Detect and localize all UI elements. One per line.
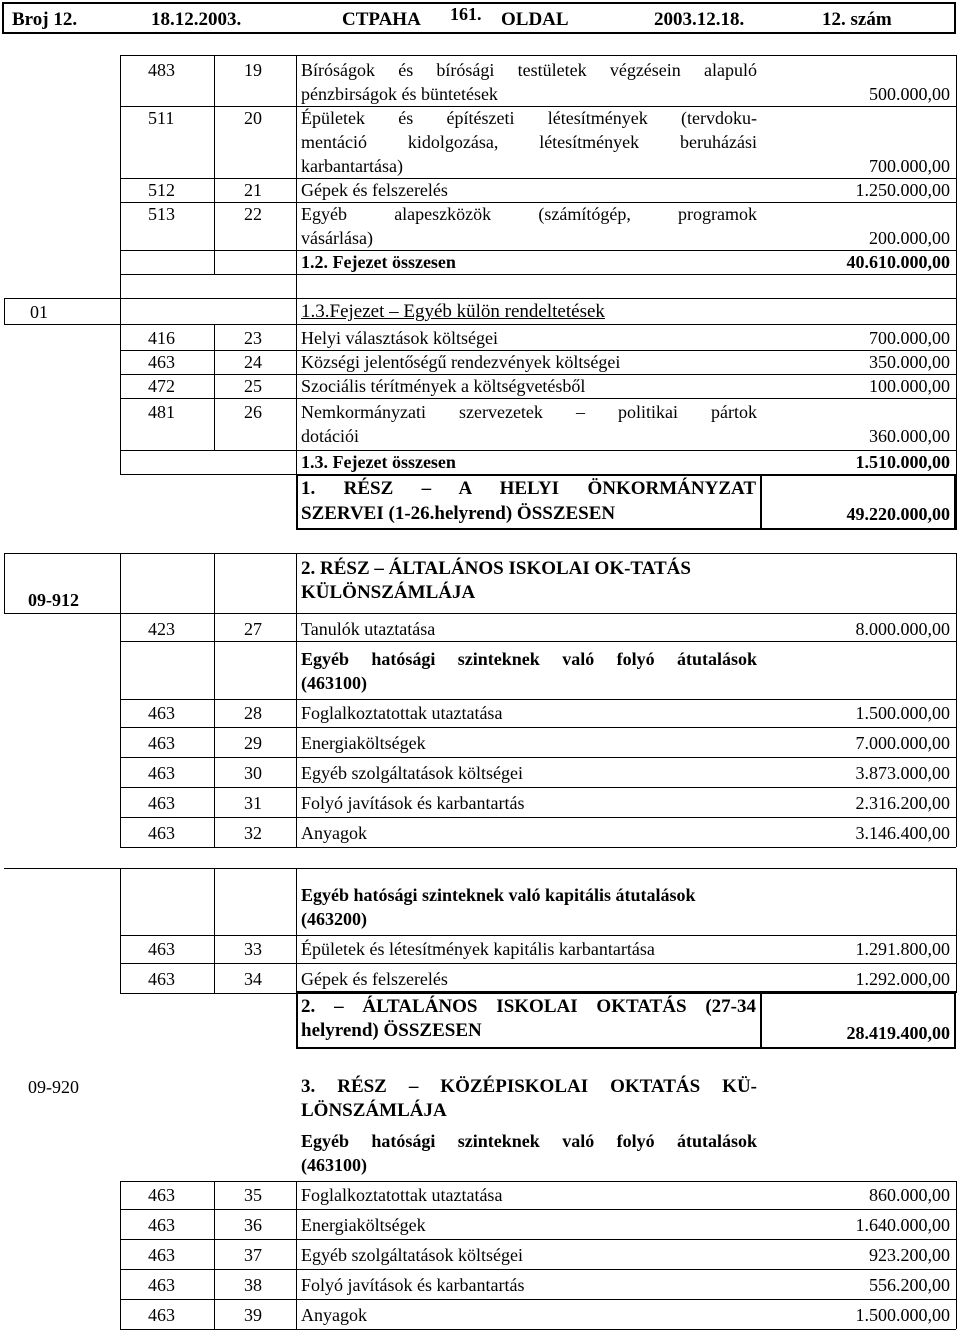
rule xyxy=(4,298,956,299)
row-description: Egyéb szolgáltatások költségei xyxy=(301,763,523,783)
row-number: 25 xyxy=(244,376,262,396)
part-total-label: 1. RÉSZ – A HELYI ÖNKORMÁNYZAT xyxy=(301,478,756,499)
row-description: Egyéb szolgáltatások költségei xyxy=(301,1245,523,1265)
rule xyxy=(120,817,956,818)
row-code: 463 xyxy=(148,939,175,959)
rule xyxy=(956,613,957,847)
rule xyxy=(120,641,956,642)
rule xyxy=(120,1299,956,1300)
row-code: 463 xyxy=(148,793,175,813)
rule xyxy=(120,757,956,758)
rule xyxy=(956,1181,957,1329)
rule xyxy=(120,1181,956,1182)
row-number: 35 xyxy=(244,1185,262,1205)
chapter-total-amount: 40.610.000,00 xyxy=(846,252,950,272)
row-description: Foglalkoztatottak utaztatása xyxy=(301,1185,503,1205)
row-description: Gépek és felszerelés xyxy=(301,969,448,989)
row-amount: 700.000,00 xyxy=(869,328,950,348)
part-total-label: helyrend) ÖSSZESEN xyxy=(301,1020,482,1041)
row-code: 513 xyxy=(148,204,175,224)
rule xyxy=(296,1181,297,1329)
row-code: 463 xyxy=(148,1305,175,1325)
row-code: 472 xyxy=(148,376,175,396)
row-description: Helyi választások költségei xyxy=(301,328,498,348)
rule xyxy=(4,868,956,869)
rule xyxy=(214,553,215,613)
rule xyxy=(296,868,297,993)
row-code: 463 xyxy=(148,1185,175,1205)
rule xyxy=(214,868,215,993)
subsection-title: Egyéb hatósági szinteknek való folyó átutalások xyxy=(301,1131,757,1151)
row-number: 32 xyxy=(244,823,262,843)
row-description: Gépek és felszerelés xyxy=(301,180,448,200)
rule xyxy=(120,1209,956,1210)
rule xyxy=(4,324,956,325)
row-number: 34 xyxy=(244,969,262,989)
row-code: 416 xyxy=(148,328,175,348)
row-amount: 200.000,00 xyxy=(869,228,950,248)
rule xyxy=(120,699,956,700)
part-total-amount: 49.220.000,00 xyxy=(846,504,950,524)
row-amount: 7.000.000,00 xyxy=(855,733,950,753)
row-description: Energiaköltségek xyxy=(301,733,426,753)
row-amount: 3.146.400,00 xyxy=(855,823,950,843)
row-code: 463 xyxy=(148,969,175,989)
rule xyxy=(120,398,956,399)
subsection-title: Egyéb hatósági szinteknek való folyó átutalások xyxy=(301,649,757,669)
row-amount: 1.640.000,00 xyxy=(855,1215,950,1235)
row-description: Tanulók utaztatása xyxy=(301,619,436,639)
row-description: Nemkormányzati szervezetek – politikai pártok xyxy=(301,402,757,422)
row-code: 463 xyxy=(148,352,175,372)
rule xyxy=(214,324,215,450)
part-total-amount: 28.419.400,00 xyxy=(846,1023,950,1043)
rule xyxy=(120,553,121,613)
rule xyxy=(956,298,957,530)
row-number: 37 xyxy=(244,1245,262,1265)
part-title: 2. RÉSZ – ÁLTALÁNOS ISKOLAI OK-TATÁS xyxy=(301,558,691,579)
issue-number: Broj 12. xyxy=(12,9,78,30)
rule xyxy=(120,274,956,275)
row-code: 463 xyxy=(148,703,175,723)
row-number: 31 xyxy=(244,793,262,813)
row-number: 23 xyxy=(244,328,262,348)
rule xyxy=(4,298,5,324)
row-number: 19 xyxy=(244,60,262,80)
part-title: 3. RÉSZ – KÖZÉPISKOLAI OKTATÁS KÜ- xyxy=(301,1076,757,1097)
row-number: 29 xyxy=(244,733,262,753)
chapter-total-amount: 1.510.000,00 xyxy=(855,452,950,472)
rule xyxy=(120,55,121,298)
subsection-title: (463100) xyxy=(301,1155,367,1175)
rule xyxy=(120,1329,956,1330)
rule xyxy=(956,553,957,613)
rule xyxy=(120,935,956,936)
rule xyxy=(120,55,956,56)
row-code: 463 xyxy=(148,763,175,783)
issue-date-left: 18.12.2003. xyxy=(151,9,242,30)
row-amount: 556.200,00 xyxy=(869,1275,950,1295)
row-code: 511 xyxy=(148,108,175,128)
row-code: 483 xyxy=(148,60,175,80)
row-amount: 1.291.800,00 xyxy=(855,939,950,959)
row-amount: 3.873.000,00 xyxy=(855,763,950,783)
function-code: 09-920 xyxy=(28,1077,79,1097)
row-code: 481 xyxy=(148,402,175,422)
row-description: Egyéb alapeszközök (számítógép, programok xyxy=(301,204,757,224)
row-description: dotációi xyxy=(301,426,359,446)
row-amount: 860.000,00 xyxy=(869,1185,950,1205)
row-number: 24 xyxy=(244,352,262,372)
row-amount: 8.000.000,00 xyxy=(855,619,950,639)
chapter-total-label: 1.2. Fejezet összesen xyxy=(301,252,456,272)
row-description: vásárlása) xyxy=(301,228,373,248)
row-amount: 1.500.000,00 xyxy=(855,1305,950,1325)
row-description: Épületek és létesítmények kapitális karbantartása xyxy=(301,939,655,959)
rule xyxy=(120,787,956,788)
row-amount: 1.250.000,00 xyxy=(855,180,950,200)
issue-date-right: 2003.12.18. xyxy=(654,9,745,30)
row-number: 38 xyxy=(244,1275,262,1295)
part-title: KÜLÖNSZÁMLÁJA xyxy=(301,582,476,603)
row-description: Szociális térítmények a költségvetésből xyxy=(301,376,586,396)
section-title: 1.3.Fejezet – Egyéb külön rendeltetések xyxy=(301,301,605,322)
row-code: 463 xyxy=(148,1245,175,1265)
rule xyxy=(120,1239,956,1240)
subsection-title: (463100) xyxy=(301,673,367,693)
row-description: Épületek és építészeti létesítmények (tervdoku- xyxy=(301,108,757,128)
row-description: Foglalkoztatottak utaztatása xyxy=(301,703,503,723)
rule xyxy=(120,847,956,848)
row-number: 26 xyxy=(244,402,262,422)
chapter-total-label: 1.3. Fejezet összesen xyxy=(301,452,456,472)
page-label-cyrillic: CTPAHA xyxy=(342,9,421,30)
rule xyxy=(120,1181,121,1329)
rule xyxy=(956,868,957,993)
row-number: 20 xyxy=(244,108,262,128)
subsection-title: (463200) xyxy=(301,909,367,929)
part-title: LÖNSZÁMLÁJA xyxy=(301,1100,447,1121)
rule xyxy=(296,553,297,613)
function-code: 09-912 xyxy=(28,590,79,610)
part-total-label: 2. – ÁLTALÁNOS ISKOLAI OKTATÁS (27-34 xyxy=(301,996,756,1017)
row-description: Anyagok xyxy=(301,823,367,843)
row-amount: 2.316.200,00 xyxy=(855,793,950,813)
row-description: Anyagok xyxy=(301,1305,367,1325)
rule xyxy=(120,727,956,728)
issue-number-right: 12. szám xyxy=(822,9,892,30)
row-number: 28 xyxy=(244,703,262,723)
row-amount: 923.200,00 xyxy=(869,1245,950,1265)
row-description: mentáció kidolgozása, létesítmények beruházási xyxy=(301,132,757,152)
row-description: Energiaköltségek xyxy=(301,1215,426,1235)
row-description: Bíróságok és bírósági testületek végzésein alapuló xyxy=(301,60,757,80)
row-description: karbantartása) xyxy=(301,156,403,176)
row-amount: 100.000,00 xyxy=(869,376,950,396)
row-amount: 1.292.000,00 xyxy=(855,969,950,989)
row-amount: 500.000,00 xyxy=(869,84,950,104)
function-code: 01 xyxy=(30,302,48,322)
subsection-title: Egyéb hatósági szinteknek való kapitális átutalások xyxy=(301,885,696,905)
rule xyxy=(120,868,121,993)
row-code: 463 xyxy=(148,733,175,753)
row-number: 30 xyxy=(244,763,262,783)
row-number: 27 xyxy=(244,619,262,639)
rule xyxy=(296,613,297,847)
row-description: Folyó javítások és karbantartás xyxy=(301,1275,525,1295)
row-code: 463 xyxy=(148,1215,175,1235)
rule xyxy=(120,1269,956,1270)
rule xyxy=(120,963,956,964)
row-number: 33 xyxy=(244,939,262,959)
row-description: Folyó javítások és karbantartás xyxy=(301,793,525,813)
row-number: 36 xyxy=(244,1215,262,1235)
page-number: 161. xyxy=(450,4,482,24)
row-description: pénzbirságok és büntetések xyxy=(301,84,498,104)
rule xyxy=(296,55,297,298)
rule xyxy=(4,553,956,554)
row-code: 463 xyxy=(148,1275,175,1295)
rule xyxy=(120,298,121,474)
rule xyxy=(214,55,215,274)
rule xyxy=(4,553,5,613)
row-code: 512 xyxy=(148,180,175,200)
row-description: Községi jelentőségű rendezvények költségei xyxy=(301,352,621,372)
part-total-label: SZERVEI (1-26.helyrend) ÖSSZESEN xyxy=(301,503,616,524)
row-amount: 1.500.000,00 xyxy=(855,703,950,723)
row-code: 463 xyxy=(148,823,175,843)
rule xyxy=(4,613,956,614)
page-label-hungarian: OLDAL xyxy=(501,9,569,30)
row-amount: 360.000,00 xyxy=(869,426,950,446)
row-code: 423 xyxy=(148,619,175,639)
rule xyxy=(214,1181,215,1329)
rule xyxy=(956,55,957,298)
row-number: 21 xyxy=(244,180,262,200)
rule xyxy=(120,613,121,847)
rule xyxy=(214,613,215,847)
row-number: 39 xyxy=(244,1305,262,1325)
row-number: 22 xyxy=(244,204,262,224)
row-amount: 350.000,00 xyxy=(869,352,950,372)
row-amount: 700.000,00 xyxy=(869,156,950,176)
